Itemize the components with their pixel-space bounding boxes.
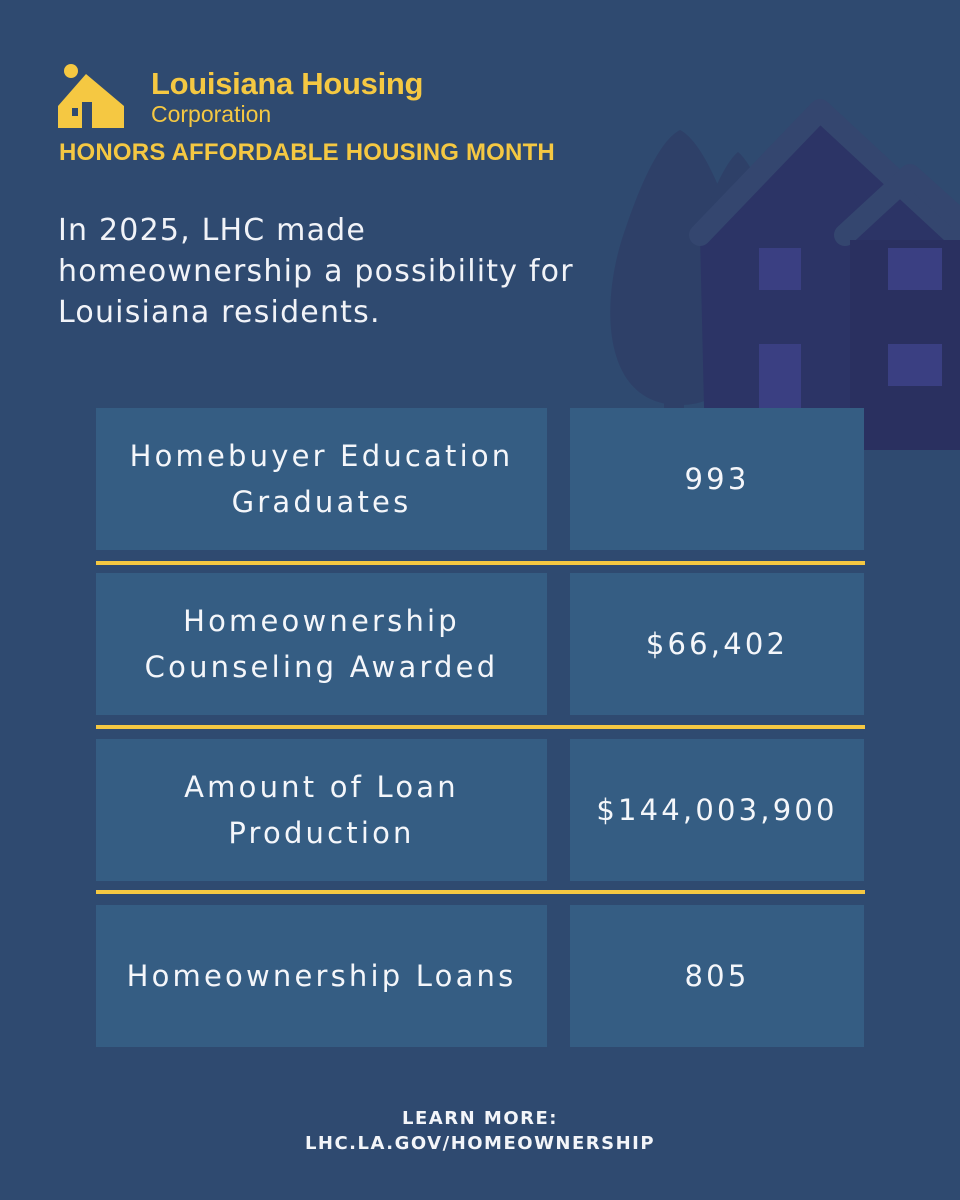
stat-label: Homeownership Loans [96, 905, 547, 1047]
stat-value: $66,402 [570, 573, 864, 715]
learn-more-link[interactable]: LHC.LA.GOV/HOMEOWNERSHIP [304, 1133, 656, 1154]
stat-label: Homebuyer Education Graduates [96, 408, 547, 550]
learn-more-label: LEARN MORE: [402, 1108, 558, 1129]
org-name: Louisiana Housing [151, 66, 424, 101]
stat-label: Homeownership Counseling Awarded [96, 573, 547, 715]
intro-text: In 2025, LHC made homeownership a possibility for Louisiana residents. [58, 213, 574, 330]
org-subtitle: Corporation [151, 101, 272, 127]
stat-value: $144,003,900 [570, 739, 864, 881]
stat-value: 993 [570, 408, 864, 550]
stat-value: 805 [570, 905, 864, 1047]
house-logo-icon [58, 62, 128, 128]
stat-label: Amount of Loan Production [96, 739, 547, 881]
tree-trunk-icon [664, 320, 684, 410]
headline: HONORS AFFORDABLE HOUSING MONTH [59, 139, 555, 166]
divider [96, 725, 865, 729]
divider [96, 890, 865, 894]
divider [96, 561, 865, 565]
